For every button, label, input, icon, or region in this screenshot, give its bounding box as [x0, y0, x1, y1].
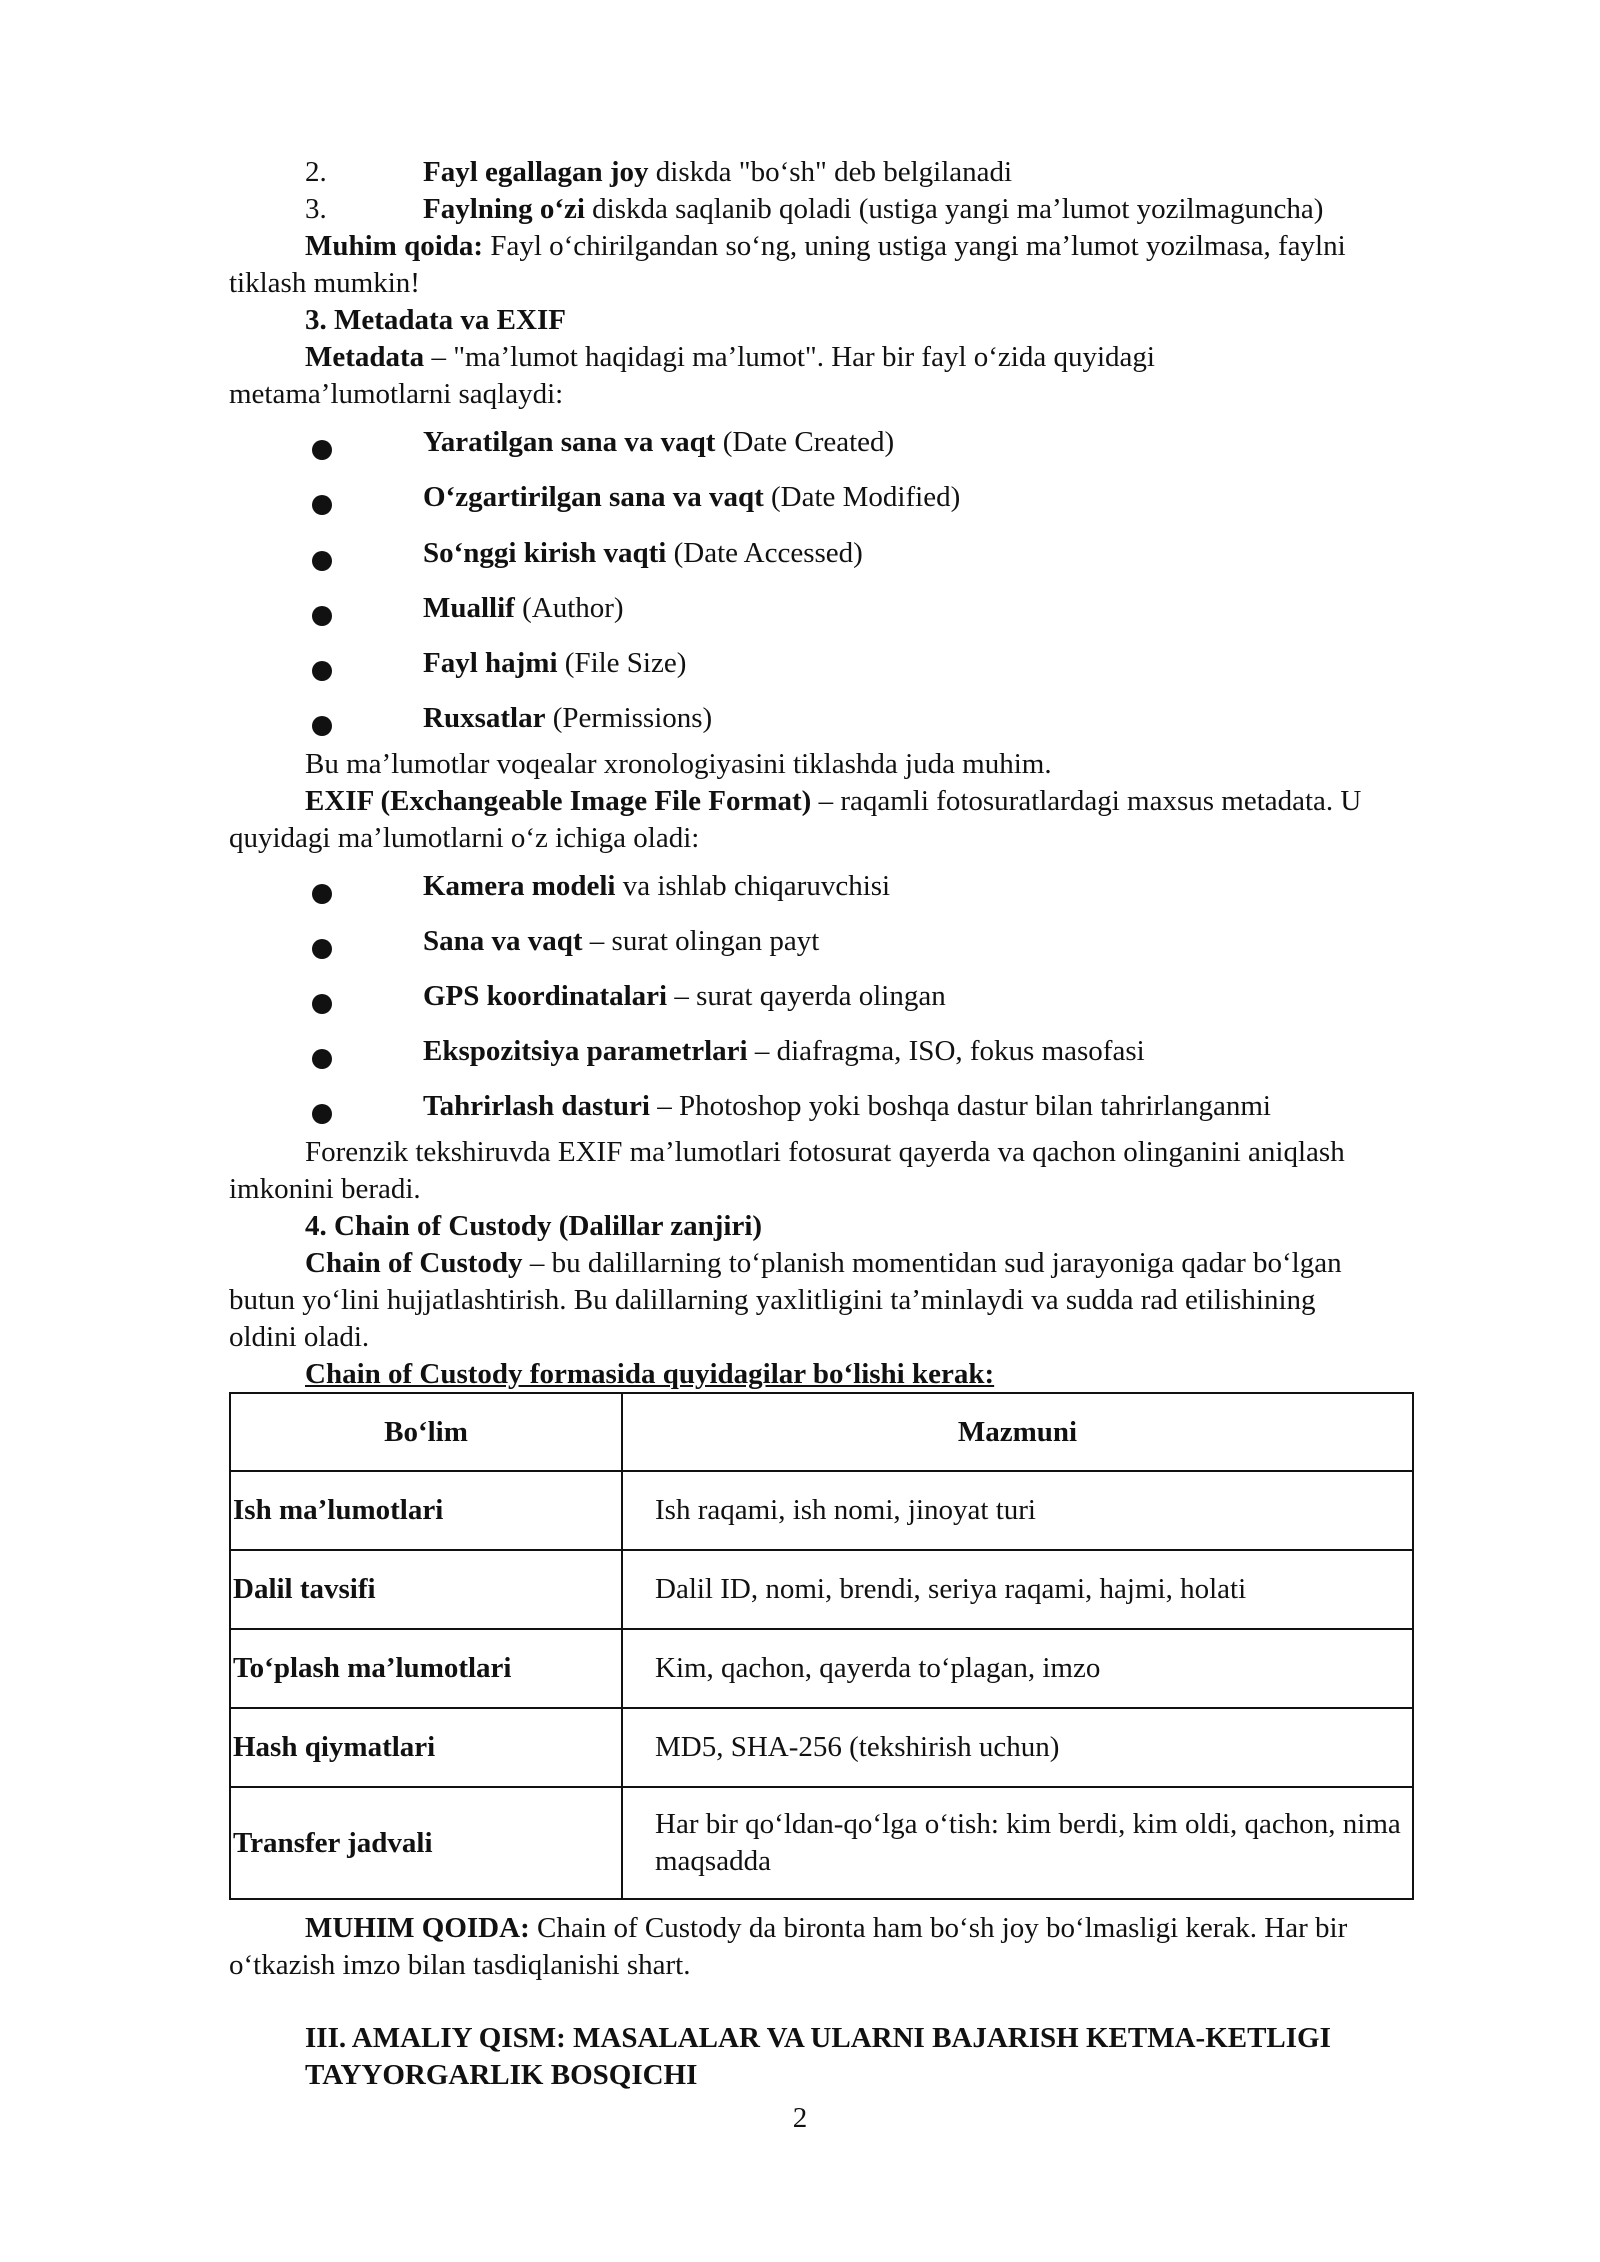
table-cell: Transfer jadvali: [230, 1787, 622, 1899]
custody-rule-paragraph: [305, 1910, 1347, 1947]
bullet-text: – diafragma, ISO, fokus masofasi: [747, 1035, 1145, 1067]
bullet-bold: GPS koordinatalari: [423, 980, 668, 1012]
bullet-icon: [312, 939, 332, 959]
section-subheading-preparation: TAYYORGARLIK BOSQICHI: [305, 2059, 698, 2091]
page-number: 2: [792, 2102, 808, 2134]
table-row: [230, 1787, 1413, 1899]
bullet-text: (Author): [514, 592, 624, 624]
list-item: [0, 590, 1600, 627]
bullet-text: – surat olingan payt: [582, 925, 820, 957]
exif-term: EXIF (Exchangeable Image File Format): [305, 785, 812, 817]
important-rule-continuation: tiklash mumkin!: [229, 267, 420, 299]
table-cell: Kim, qachon, qayerda to‘plagan, imzo: [622, 1629, 1413, 1708]
table-cell: To‘plash ma’lumotlari: [230, 1629, 622, 1708]
bullet-bold: Yaratilgan sana va vaqt: [423, 426, 716, 458]
bullet-bold: Ruxsatlar: [423, 702, 546, 734]
section-heading-practical: III. AMALIY QISM: MASALALAR VA ULARNI BAJARISH KETMA-KETLIGI: [305, 2022, 1331, 2054]
forensic-paragraph-continuation: imkonini beradi.: [229, 1173, 421, 1205]
custody-rule-continuation: o‘tkazish imzo bilan tasdiqlanishi shart.: [229, 1949, 691, 1981]
table-cell: Ish raqami, ish nomi, jinoyat turi: [622, 1471, 1413, 1550]
custody-definition-continuation: butun yo‘lini hujjatlashtirish. Bu dalillarning yaxlitligini ta’minlaydi va sudda rad etilishining: [229, 1284, 1316, 1316]
bullet-icon: [312, 495, 332, 515]
list-item: [0, 1033, 1600, 1070]
important-rule-paragraph: [305, 228, 1346, 265]
table-cell: Har bir qo‘ldan-qo‘lga o‘tish: kim berdi, kim oldi, qachon, nima maqsadda: [622, 1787, 1413, 1899]
custody-definition-continuation: oldini oladi.: [229, 1321, 370, 1353]
metadata-definition-text: – "ma’lumot haqidagi ma’lumot". Har bir fayl o‘zida quyidagi: [424, 341, 1155, 373]
bullet-text: (Date Modified): [763, 481, 961, 513]
custody-term: Chain of Custody: [305, 1247, 523, 1279]
custody-rule-text: Chain of Custody da bironta ham bo‘sh joy bo‘lmasligi kerak. Har bir: [529, 1912, 1348, 1944]
table-cell: Dalil ID, nomi, brendi, seriya raqami, hajmi, holati: [622, 1550, 1413, 1629]
list-item: [0, 978, 1600, 1015]
bullet-text: (File Size): [557, 647, 687, 679]
exif-definition: [305, 783, 1361, 820]
section-heading-metadata: 3. Metadata va EXIF: [305, 304, 566, 336]
custody-table: [229, 1392, 1414, 1900]
bullet-icon: [312, 1104, 332, 1124]
item-number: 3.: [305, 193, 327, 225]
table-row: [230, 1550, 1413, 1629]
bullet-bold: Sana va vaqt: [423, 925, 583, 957]
table-cell: Hash qiymatlari: [230, 1708, 622, 1787]
bullet-bold: Kamera modeli: [423, 870, 616, 902]
item-text: diskda saqlanib qoladi (ustiga yangi ma’lumot yozilmaguncha): [584, 193, 1324, 225]
custody-rule-label: MUHIM QOIDA:: [305, 1912, 530, 1944]
metadata-term: Metadata: [305, 341, 425, 373]
bullet-text: – Photoshop yoki boshqa dastur bilan tahrirlanganmi: [649, 1090, 1271, 1122]
custody-definition-text: – bu dalillarning to‘planish momentidan sud jarayoniga qadar bo‘lgan: [522, 1247, 1342, 1279]
item-bold: Fayl egallagan joy: [423, 156, 649, 188]
bullet-icon: [312, 716, 332, 736]
list-item: [0, 479, 1600, 516]
bullet-bold: O‘zgartirilgan sana va vaqt: [423, 481, 764, 513]
important-rule-label: Muhim qoida:: [305, 230, 484, 262]
list-item: [0, 923, 1600, 960]
bullet-text: (Date Accessed): [666, 537, 863, 569]
exif-definition-text: – raqamli fotosuratlardagi maxsus metadata. U: [811, 785, 1362, 817]
bullet-text: (Date Created): [715, 426, 895, 458]
bullet-text: va ishlab chiqaruvchisi: [615, 870, 891, 902]
custody-definition: [305, 1245, 1342, 1282]
list-item: [0, 700, 1600, 737]
column-header: Bo‘lim: [230, 1393, 622, 1471]
item-bold: Faylning o‘zi: [423, 193, 585, 225]
bullet-icon: [312, 1049, 332, 1069]
item-number: 2.: [305, 156, 327, 188]
table-row: [230, 1629, 1413, 1708]
table-header-row: [230, 1393, 1413, 1471]
metadata-definition: [305, 339, 1155, 376]
table-row: [230, 1471, 1413, 1550]
column-header: Mazmuni: [622, 1393, 1413, 1471]
bullet-bold: Ekspozitsiya parametrlari: [423, 1035, 748, 1067]
bullet-icon: [312, 551, 332, 571]
table-cell: Ish ma’lumotlari: [230, 1471, 622, 1550]
list-item: [0, 535, 1600, 572]
bullet-icon: [312, 661, 332, 681]
table-cell: MD5, SHA-256 (tekshirish uchun): [622, 1708, 1413, 1787]
exif-definition-continuation: quyidagi ma’lumotlarni o‘z ichiga oladi:: [229, 822, 700, 854]
list-item: [0, 868, 1600, 905]
bullet-text: (Permissions): [545, 702, 713, 734]
metadata-definition-continuation: metama’lumotlarni saqlaydi:: [229, 378, 564, 410]
bullet-bold: Fayl hajmi: [423, 647, 558, 679]
bullet-icon: [312, 606, 332, 626]
table-row: [230, 1708, 1413, 1787]
table-title: Chain of Custody formasida quyidagilar bo‘lishi kerak:: [305, 1358, 995, 1390]
bullet-bold: So‘nggi kirish vaqti: [423, 537, 667, 569]
list-item: [0, 424, 1600, 461]
bullet-icon: [312, 994, 332, 1014]
section-heading-chain-of-custody: 4. Chain of Custody (Dalillar zanjiri): [305, 1210, 763, 1242]
bullet-icon: [312, 440, 332, 460]
table-cell: Dalil tavsifi: [230, 1550, 622, 1629]
bullet-text: – surat qayerda olingan: [667, 980, 946, 1012]
list-item: [0, 1088, 1600, 1125]
item-text: diskda "bo‘sh" deb belgilanadi: [648, 156, 1013, 188]
bullet-bold: Tahrirlash dasturi: [423, 1090, 650, 1122]
bullet-icon: [312, 884, 332, 904]
forensic-paragraph: Forenzik tekshiruvda EXIF ma’lumotlari fotosurat qayerda va qachon olinganini aniqlash: [305, 1136, 1345, 1168]
list-item: [0, 645, 1600, 682]
bullet-bold: Muallif: [423, 592, 515, 624]
important-rule-text: Fayl o‘chirilgandan so‘ng, uning ustiga yangi ma’lumot yozilmasa, faylni: [483, 230, 1346, 262]
metadata-importance-note: Bu ma’lumotlar voqealar xronologiyasini tiklashda juda muhim.: [305, 748, 1052, 780]
